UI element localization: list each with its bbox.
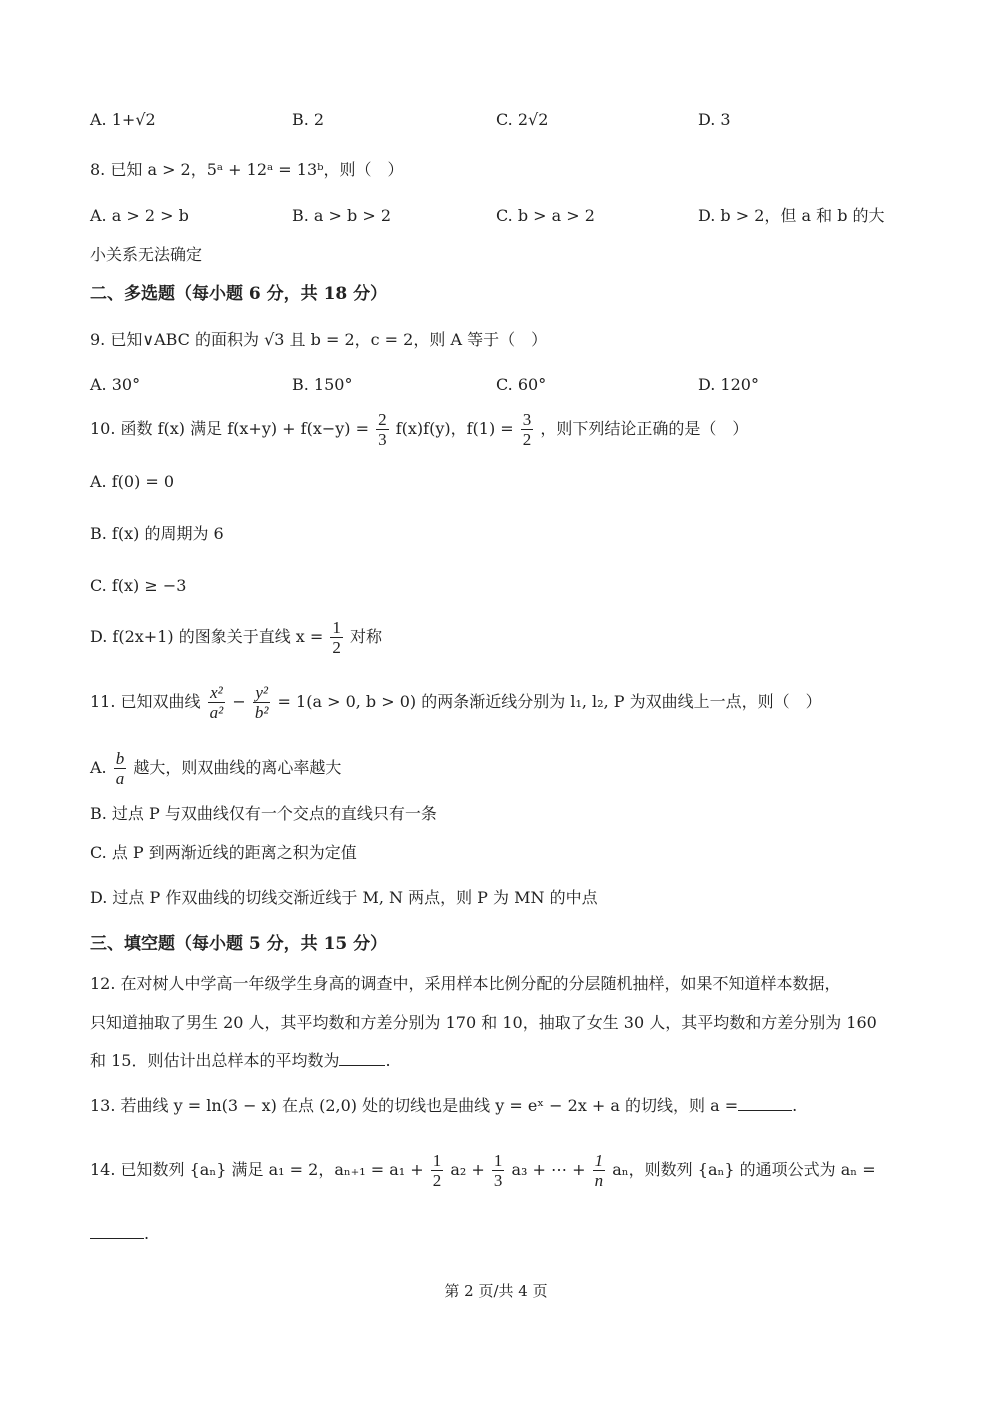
q14-part2: a₂ + bbox=[450, 1160, 485, 1179]
q14-answer-blank[interactable] bbox=[90, 1222, 144, 1239]
q10-option-d-part1: D. f(2x+1) 的图象关于直线 x = bbox=[90, 627, 324, 646]
q8-option-c: C. b > a > 2 bbox=[496, 206, 595, 225]
q11-stem bbox=[90, 680, 822, 724]
q11-option-a bbox=[90, 746, 341, 790]
q11-option-d: D. 过点 P 作双曲线的切线交渐近线于 M, N 两点，则 P 为 MN 的中点 bbox=[90, 888, 598, 907]
q10-fraction-den: 2 bbox=[332, 638, 341, 657]
q10-option-b: B. f(x) 的周期为 6 bbox=[90, 524, 224, 543]
q9-option-d: D. 120° bbox=[698, 375, 759, 394]
q13-text: 13. 若曲线 y = ln(3 − x) 在点 (2,0) 处的切线也是曲线 y = eˣ − 2x + a 的切线，则 a = bbox=[90, 1096, 739, 1115]
q9-option-b: B. 150° bbox=[292, 375, 353, 394]
q14-fraction-num: 1 bbox=[493, 1151, 503, 1170]
q11-option-b: B. 过点 P 与双曲线仅有一个交点的直线只有一条 bbox=[90, 804, 437, 823]
q14-fraction-den: n bbox=[594, 1171, 604, 1190]
q7-option-b: B. 2 bbox=[292, 110, 325, 129]
q10-fraction-num: 3 bbox=[522, 410, 532, 429]
q14-fraction-1-2 bbox=[431, 1151, 444, 1190]
q10-stem-part1: 10. 函数 f(x) 满足 f(x+y) + f(x−y) = bbox=[90, 419, 370, 438]
q11-option-a-text: 越大，则双曲线的离心率越大 bbox=[133, 758, 342, 777]
q14-fraction-1-n bbox=[593, 1151, 606, 1190]
q11-stem-part1: 11. 已知双曲线 bbox=[90, 692, 201, 711]
q10-stem-part3: ，则下列结论正确的是（ ） bbox=[540, 419, 749, 438]
q14-part1: 14. 已知数列 {aₙ} 满足 a₁ = 2，aₙ₊₁ = a₁ + bbox=[90, 1160, 424, 1179]
q11-fraction-den: a bbox=[115, 769, 125, 788]
q14-fraction-1-3 bbox=[492, 1151, 505, 1190]
q10-option-a: A. f(0) = 0 bbox=[90, 472, 175, 491]
q10-fraction-2-3 bbox=[376, 410, 389, 449]
q11-fraction-y2-b2 bbox=[253, 683, 271, 722]
q10-option-c: C. f(x) ≥ −3 bbox=[90, 576, 187, 595]
q10-fraction-den: 3 bbox=[378, 430, 387, 449]
q14-part3: a₃ + ⋯ + bbox=[511, 1160, 586, 1179]
q11-fraction-num: x² bbox=[210, 683, 223, 702]
q12-line-2: 只知道抽取了男生 20 人，其平均数和方差分别为 170 和 10，抽取了女生 30 人，其平均数和方差分别为 160 bbox=[90, 1013, 877, 1032]
q10-stem-part2: f(x)f(y)，f(1) = bbox=[395, 419, 514, 438]
q12-period: . bbox=[385, 1051, 391, 1070]
q11-minus: − bbox=[232, 692, 246, 711]
q11-fraction-num: b bbox=[115, 749, 125, 768]
q7-option-d: D. 3 bbox=[698, 110, 731, 129]
q10-fraction-3-2 bbox=[521, 410, 534, 449]
page-footer: 第 2 页/共 4 页 bbox=[444, 1282, 548, 1300]
q11-option-c: C. 点 P 到两渐近线的距离之积为定值 bbox=[90, 843, 357, 862]
q10-stem bbox=[90, 407, 748, 451]
q11-stem-part2: = 1(a > 0, b > 0) 的两条渐近线分别为 l₁, l₂, P 为双曲线上一点，则（ ） bbox=[277, 692, 822, 711]
q7-option-a: A. 1+√2 bbox=[90, 110, 156, 129]
q10-fraction-num: 2 bbox=[378, 410, 387, 429]
q12-answer-blank[interactable] bbox=[339, 1049, 385, 1066]
q14-fraction-den: 2 bbox=[432, 1171, 442, 1190]
q13-stem bbox=[90, 1094, 797, 1118]
q10-fraction-num: 1 bbox=[332, 618, 341, 637]
q9-option-a: A. 30° bbox=[90, 375, 141, 394]
q10-option-d-fraction bbox=[330, 618, 343, 657]
q10-fraction-den: 2 bbox=[522, 430, 532, 449]
q11-fraction-num: y² bbox=[255, 683, 268, 702]
q13-period: . bbox=[792, 1096, 798, 1115]
q8-stem: 8. 已知 a > 2，5ᵃ + 12ᵃ = 13ᵇ，则（ ） bbox=[90, 160, 404, 179]
q8-option-a: A. a > 2 > b bbox=[90, 206, 189, 225]
q11-fraction-den: a² bbox=[209, 703, 224, 722]
q12-line-3 bbox=[90, 1049, 391, 1073]
q14-stem bbox=[90, 1146, 876, 1194]
section-3-heading: 三、填空题（每小题 5 分，共 15 分） bbox=[90, 934, 388, 954]
q14-part4: aₙ，则数列 {aₙ} 的通项公式为 aₙ = bbox=[612, 1160, 876, 1179]
q10-option-d bbox=[90, 615, 382, 659]
q9-stem: 9. 已知∨ABC 的面积为 √3 且 b = 2，c = 2，则 A 等于（ ） bbox=[90, 330, 548, 349]
q9-option-c: C. 60° bbox=[496, 375, 547, 394]
q14-answer-line bbox=[90, 1222, 149, 1246]
section-2-heading: 二、多选题（每小题 6 分，共 18 分） bbox=[90, 284, 388, 304]
q13-answer-blank[interactable] bbox=[738, 1094, 792, 1111]
q8-option-d-continued: 小关系无法确定 bbox=[90, 245, 203, 264]
q11-option-a-label: A. bbox=[90, 758, 107, 777]
q14-fraction-den: 3 bbox=[493, 1171, 503, 1190]
q12-line-3-text: 和 15．则估计出总样本的平均数为 bbox=[90, 1051, 340, 1070]
q7-option-c: C. 2√2 bbox=[496, 110, 549, 129]
q12-line-1: 12. 在对树人中学高一年级学生身高的调查中，采用样本比例分配的分层随机抽样，如果不知道样本数据， bbox=[90, 974, 841, 993]
q8-option-b: B. a > b > 2 bbox=[292, 206, 392, 225]
q11-option-a-fraction bbox=[114, 749, 127, 788]
q8-option-d: D. b > 2，但 a 和 b 的大 bbox=[698, 206, 885, 225]
q14-fraction-num: 1 bbox=[432, 1151, 442, 1170]
q14-fraction-num: 1 bbox=[594, 1151, 604, 1170]
q11-fraction-den: b² bbox=[254, 703, 269, 722]
q10-option-d-part2: 对称 bbox=[350, 627, 383, 646]
q14-period: . bbox=[144, 1224, 150, 1243]
q11-fraction-x2-a2 bbox=[208, 683, 226, 722]
